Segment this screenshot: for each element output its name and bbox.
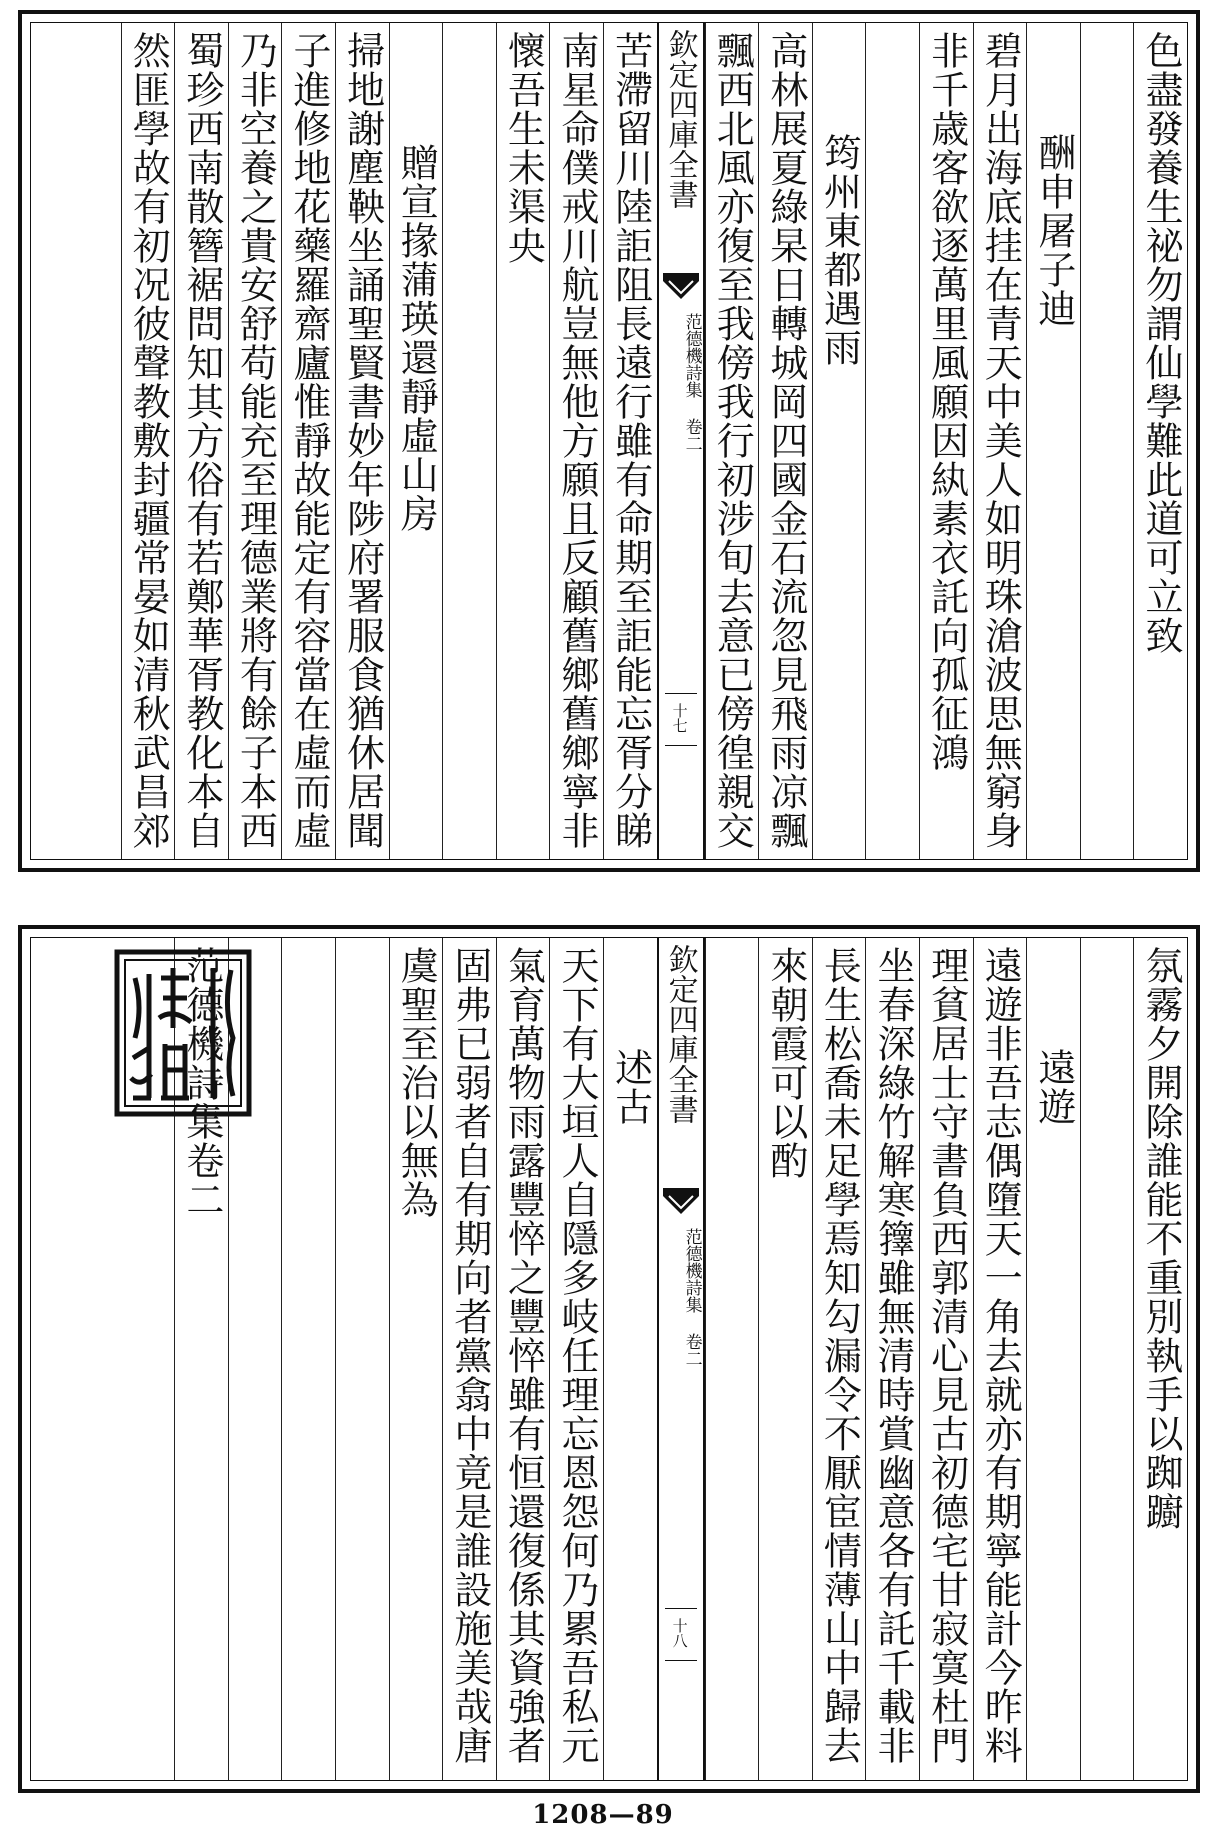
text-column [496,23,550,859]
text-column [389,23,443,859]
column-text: 南星命僕戒川航豈無他方願且反顧舊鄉舊鄉寧非 [555,31,599,850]
column-text: 固弗已弱者自有期向者黨翕中竟是誰設施美哉唐 [447,946,492,1765]
column-text: 天下有大垣人自隱多岐任理忘恩怨何乃累吾私元 [555,946,599,1765]
column-text: 酬申屠子迪 [1031,133,1076,328]
text-column [549,23,603,859]
text-column [919,938,973,1780]
column-text: 非千歳客欲逐萬里風願因紈素衣託向孤征鴻 [924,31,969,772]
column-text: 氛霧夕開除誰能不重別執手以踟躕 [1139,946,1183,1531]
column-text: 碧月出海底挂在青天中美人如明珠滄波思無窮身 [978,31,1023,850]
column-text: 色盡發養生祕勿謂仙學難此道可立致 [1139,31,1183,655]
column-text: 然匪學故有初况彼聲教敷封疆常晏如清秋武昌郊 [126,31,171,850]
text-column [919,23,973,859]
column-text: 高林展夏綠杲日轉城岡四國金石流忽見飛雨凉飄 [763,31,808,850]
column-text: 范德機詩集卷二 [179,946,224,1219]
column-text: 飄西北風亦復至我傍我行初涉旬去意已傍徨親交 [710,31,755,850]
text-column [281,938,335,1780]
text-column [1026,23,1080,859]
column-text: 贈宣掾蒲瑛還靜虛山房 [394,143,439,533]
text-column [973,23,1027,859]
text-column [758,938,812,1780]
column-text: 筠州東都遇雨 [817,133,862,367]
text-column [603,23,657,859]
text-column [1133,938,1187,1780]
text-column [335,23,389,859]
column-text: 遠遊非吾志偶墮天一角去就亦有期寧能計今昨料 [978,946,1023,1765]
center-page-number: 十八 [670,1618,689,1648]
page-top-center-strip [657,23,705,859]
text-column [1080,938,1134,1780]
page-bottom [18,925,1200,1793]
page-top [18,10,1200,872]
text-column [335,938,389,1780]
text-column [865,23,919,859]
text-column [174,23,228,859]
column-text: 坐春深綠竹解寒籜雖無清時賞幽意各有託千載非 [871,946,915,1765]
center-page-number: 十七 [670,703,689,733]
column-text: 乃非空養之貴安舒苟能充至理德業將有餘子本西 [233,31,278,850]
column-text: 長生松喬未足學焉知勾漏令不厭宦情薄山中歸去 [817,946,862,1765]
center-rule-top [665,1608,697,1609]
text-column [496,938,550,1780]
page-bottom-center-strip [657,938,705,1780]
text-column [758,23,812,859]
center-subtitle: 范德機詩集 卷二 [681,1228,702,1367]
text-column [121,23,175,859]
column-text: 理貧居士守書負西郭清心見古初德宅甘寂寞杜門 [924,946,969,1765]
fish-tail-mark-icon [663,1188,699,1214]
text-column [281,23,335,859]
text-column [705,938,759,1780]
text-column [973,938,1027,1780]
text-column [1026,938,1080,1780]
column-text: 氣育萬物雨露豐悴之豐悴雖有恒還復係其資強者 [501,946,546,1765]
text-column [603,938,657,1780]
text-column [442,23,496,859]
center-subtitle: 范德機詩集 卷二 [681,313,702,452]
column-text: 遠遊 [1031,1048,1076,1126]
page-bottom-frame [30,937,1188,1781]
text-column [865,938,919,1780]
center-rule-top [665,693,697,694]
column-text: 來朝霞可以酌 [763,946,808,1180]
text-column [1080,23,1134,859]
center-rule-bottom [665,1660,697,1661]
text-column [549,938,603,1780]
column-text: 虞聖至治以無為 [394,946,439,1219]
center-rule-bottom [665,745,697,746]
column-text: 懷吾生未渠央 [501,31,546,265]
imperial-seal-icon [113,948,253,1118]
column-text: 蜀珍西南散簪裾問知其方俗有若鄭華胥教化本自 [179,31,224,850]
text-column [812,23,866,859]
center-header: 欽定四庫全書 [662,29,698,209]
column-text: 述古 [608,1048,653,1126]
text-column [1133,23,1187,859]
fish-tail-mark-icon [663,273,699,299]
column-text: 掃地謝塵鞅坐誦聖賢書妙年陟府署服食猶休居聞 [340,31,385,850]
text-column [228,23,282,859]
column-text: 子進修地花藥羅齋廬惟靜故能定有容當在虛而虛 [287,31,331,850]
text-column [442,938,496,1780]
text-column [705,23,759,859]
page-footer-number: 1208—89 [532,1800,674,1830]
text-column [389,938,443,1780]
text-column [812,938,866,1780]
center-header: 欽定四庫全書 [662,944,698,1124]
column-text: 苦滯留川陸詎阻長遠行雖有命期至詎能忘胥分睇 [608,31,653,850]
page-top-frame [30,22,1188,860]
